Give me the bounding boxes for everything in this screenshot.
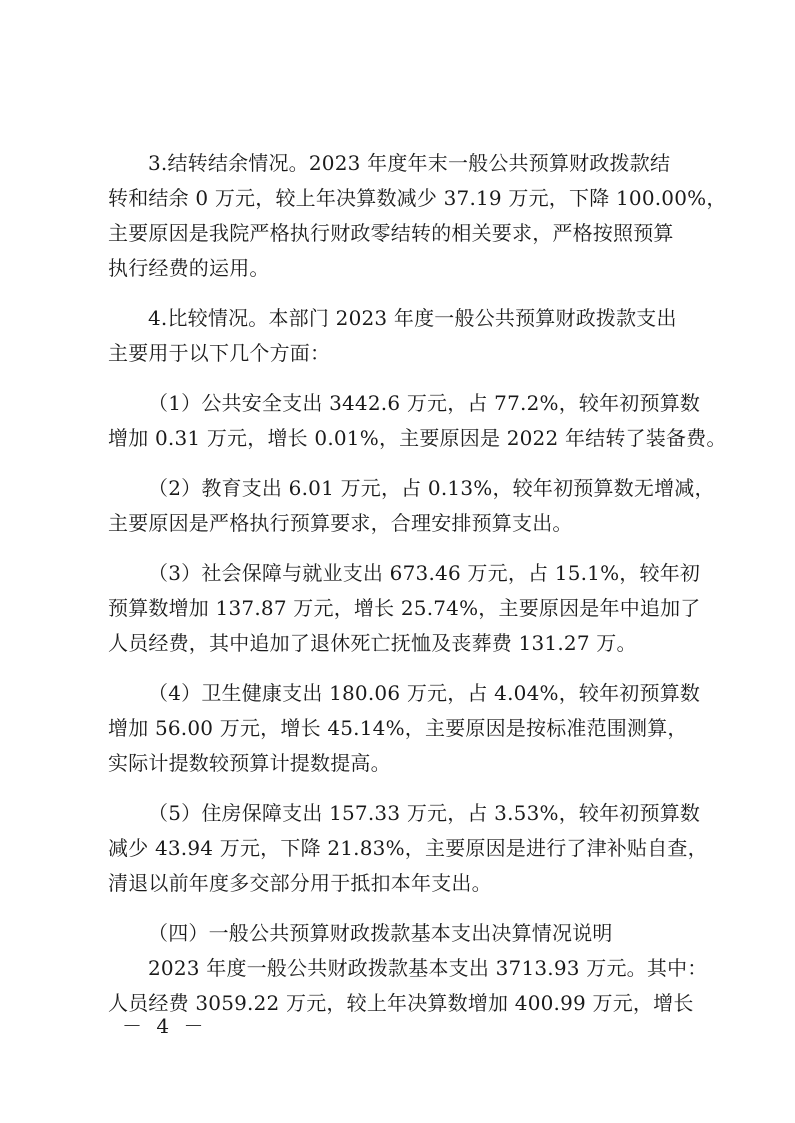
paragraph-line: 清退以前年度多交部分用于抵扣本年支出。: [108, 871, 492, 895]
paragraph-line: 3.结转结余情况。2023 年度年末一般公共预算财政拨款结: [148, 151, 671, 175]
paragraph-line: 4.比较情况。本部门 2023 年度一般公共预算财政拨款支出: [148, 306, 677, 330]
paragraph-line: 人员经费 3059.22 万元，较上年决算数增加 400.99 万元，增长: [108, 991, 694, 1015]
page-number: － 4 －: [122, 1014, 208, 1038]
paragraph-line: （3）社会保障与就业支出 673.46 万元，占 15.1%，较年初: [148, 561, 701, 585]
paragraph-line: （1）公共安全支出 3442.6 万元，占 77.2%，较年初预算数: [148, 391, 701, 415]
paragraph-line: 预算数增加 137.87 万元，增长 25.74%，主要原因是年中追加了: [108, 596, 701, 620]
paragraph-line: 主要用于以下几个方面：: [108, 341, 331, 365]
section-heading: （四）一般公共预算财政拨款基本支出决算情况说明: [148, 921, 613, 945]
paragraph-line: （5）住房保障支出 157.33 万元，占 3.53%，较年初预算数: [148, 801, 701, 825]
paragraph-line: 执行经费的运用。: [108, 256, 270, 280]
paragraph-line: 2023 年度一般公共财政拨款基本支出 3713.93 万元。其中：: [148, 956, 708, 980]
paragraph-line: 转和结余 0 万元，较上年决算数减少 37.19 万元，下降 100.00%，: [108, 186, 727, 210]
paragraph-line: 主要原因是严格执行预算要求，合理安排预算支出。: [108, 511, 573, 535]
paragraph-line: （2）教育支出 6.01 万元，占 0.13%，较年初预算数无增减，: [148, 476, 715, 500]
paragraph-line: （4）卫生健康支出 180.06 万元，占 4.04%，较年初预算数: [148, 681, 701, 705]
paragraph-line: 主要原因是我院严格执行财政零结转的相关要求，严格按照预算: [108, 221, 674, 245]
paragraph-line: 实际计提数较预算计提数提高。: [108, 751, 391, 775]
paragraph-line: 增加 0.31 万元，增长 0.01%，主要原因是 2022 年结转了装备费。: [108, 426, 727, 450]
paragraph-line: 人员经费，其中追加了退休死亡抚恤及丧葬费 131.27 万。: [108, 631, 637, 655]
paragraph-line: 减少 43.94 万元，下降 21.83%，主要原因是进行了津补贴自查，: [108, 836, 708, 860]
paragraph-line: 增加 56.00 万元，增长 45.14%，主要原因是按标准范围测算，: [108, 716, 688, 740]
